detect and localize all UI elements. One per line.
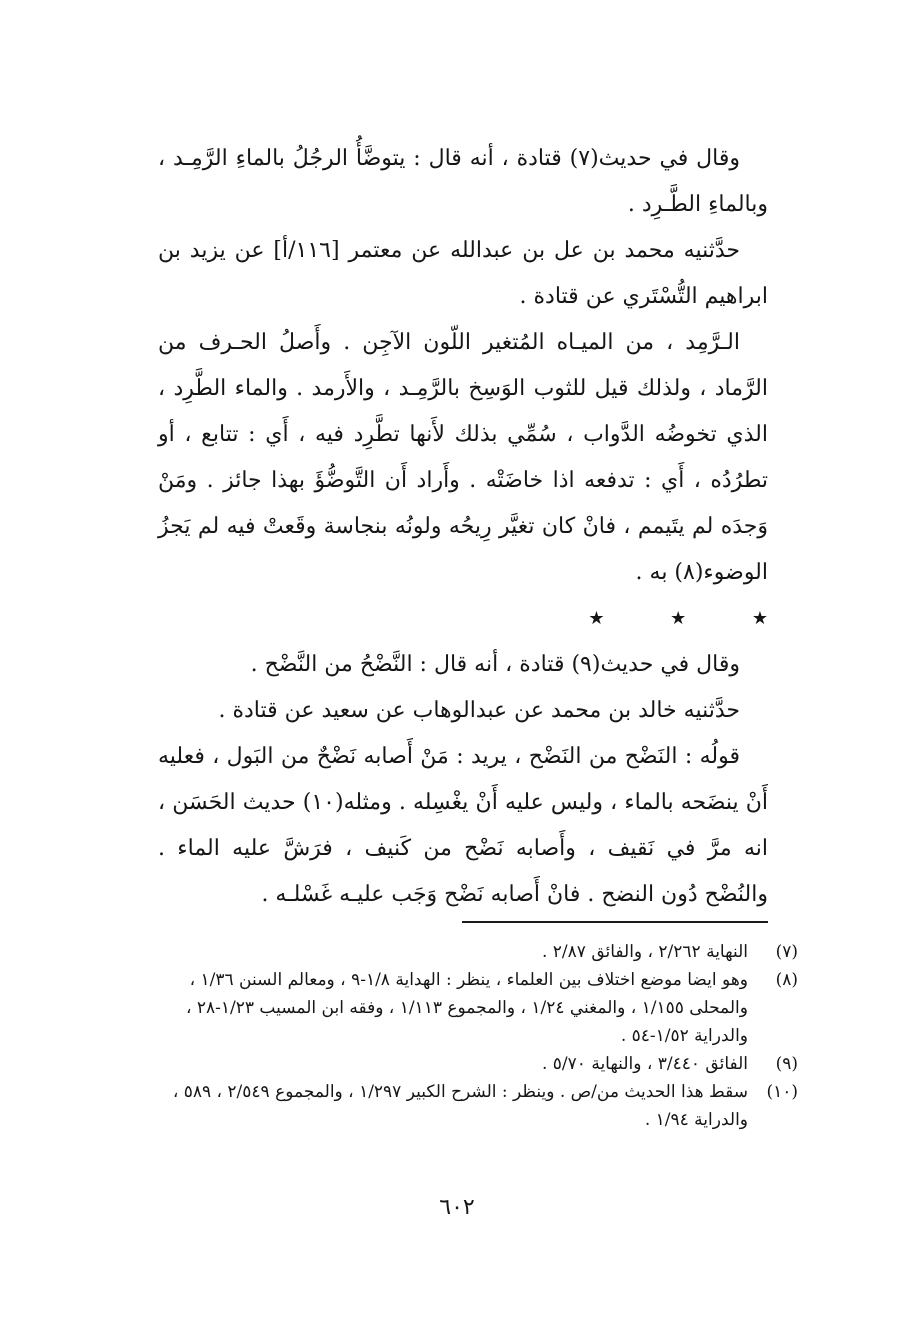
footnote-text: النهاية ٢/٢٦٢ ، والفائق ٢/٨٧ .: [541, 942, 748, 962]
section-divider: [158, 596, 768, 642]
footnotes: [158, 938, 798, 1134]
footnote-number: (٩): [775, 1054, 798, 1074]
paragraph-hadith-7: وقال في حديث(٧) قتادة ، أنه قال : يتوضَّأُ الرجُلُ بالماءِ الرَّمِـد ، وبالماءِ الطَّـرِد .: [158, 146, 768, 217]
footnote-7: [158, 938, 798, 966]
paragraph-isnad-1: حدَّثنيه محمد بن عل بن عبدالله عن معتمر [١١٦/أ] عن يزيد بن ابراهيم التُّسْتَري عن قتادة .: [158, 238, 768, 309]
star-icon: ★: [751, 608, 768, 629]
star-icon: ★: [588, 608, 605, 629]
page-number: ٦٠٢: [439, 1195, 475, 1220]
footnote-text: الفائق ٣/٤٤٠ ، والنهاية ٥/٧٠ .: [541, 1054, 748, 1074]
paragraph-commentary-2: قولُه : النَضْح من النَضْح ، يريد : مَنْ أَصابه نَضْحٌ من البَول ، فعليه أَنْ ينضَحه بالماء ، وليس عليه أَنْ يغْسِله . ومثله(١٠) حديث الحَسَن ، انه مرَّ في نَقيف ، وأَصابه نَضْح من كَنيف ، فرَشَّ عليه الماء . والنُضْح دُون النضح . فانْ أَصابه نَضْح وَجَب عليـه غَسْلـه .: [158, 744, 768, 907]
footnote-separator: [462, 921, 768, 923]
footnote-number: (٨): [775, 970, 798, 990]
paragraph-commentary-1: الـرَّمِد ، من الميـاه المُتغير اللّون الآجِن . وأَصلُ الحـرف من الرَّماد ، ولذلك قيل للثوب الوَسِخ بالرَّمِـد ، والأَرمد . والماء الطَّرِد ، الذي تخوضُه الدَّواب ، سُمِّي بذلك لأَنها تطَّرِد فيه ، أَي : تتابع ، أو تطرُدُه ، أَي : تدفعه اذا خاضَتْه . وأَراد أَن التَّوضُّؤَ بهذا جائز . ومَنْ وَجدَه لم يتَيمم ، فانْ كان تغيَّر رِيحُه ولونُه بنجاسة وقَعتْ فيه لم يَجزُ الوضوء(٨) به .: [158, 330, 768, 585]
paragraph-isnad-2: حدَّثنيه خالد بن محمد عن عبدالوهاب عن سعيد عن قتادة .: [218, 698, 740, 723]
footnote-text: سقط هذا الحديث من/ص . وينظر : الشرح الكبير ١/٢٩٧ ، والمجموع ٢/٥٤٩ ، ٥٨٩ ، والدراية ١/٩٤ .: [172, 1082, 748, 1130]
footnote-number: (٧): [775, 942, 798, 962]
footnote-text: وهو ايضا موضع اختلاف بين العلماء ، ينظر : الهداية ١/٨-٩ ، ومعالم السنن ١/٣٦ ، والمحلى ١/١٥٥ ، والمغني ١/٢٤ ، والمجموع ١/١١٣ ، وفقه ابن المسيب ١/٢٣-٢٨ ، والدراية ١/٥٢-٥٤ .: [186, 970, 748, 1046]
footnote-number: (١٠): [766, 1082, 798, 1102]
paragraph-hadith-9: وقال في حديث(٩) قتادة ، أنه قال : النَّضْحُ من النَّضْح .: [250, 652, 740, 677]
footnote-9: [158, 1050, 798, 1078]
star-icon: ★: [670, 608, 687, 629]
main-text: [158, 136, 768, 918]
footnote-8: [158, 966, 798, 1050]
footnote-10: [158, 1078, 798, 1134]
